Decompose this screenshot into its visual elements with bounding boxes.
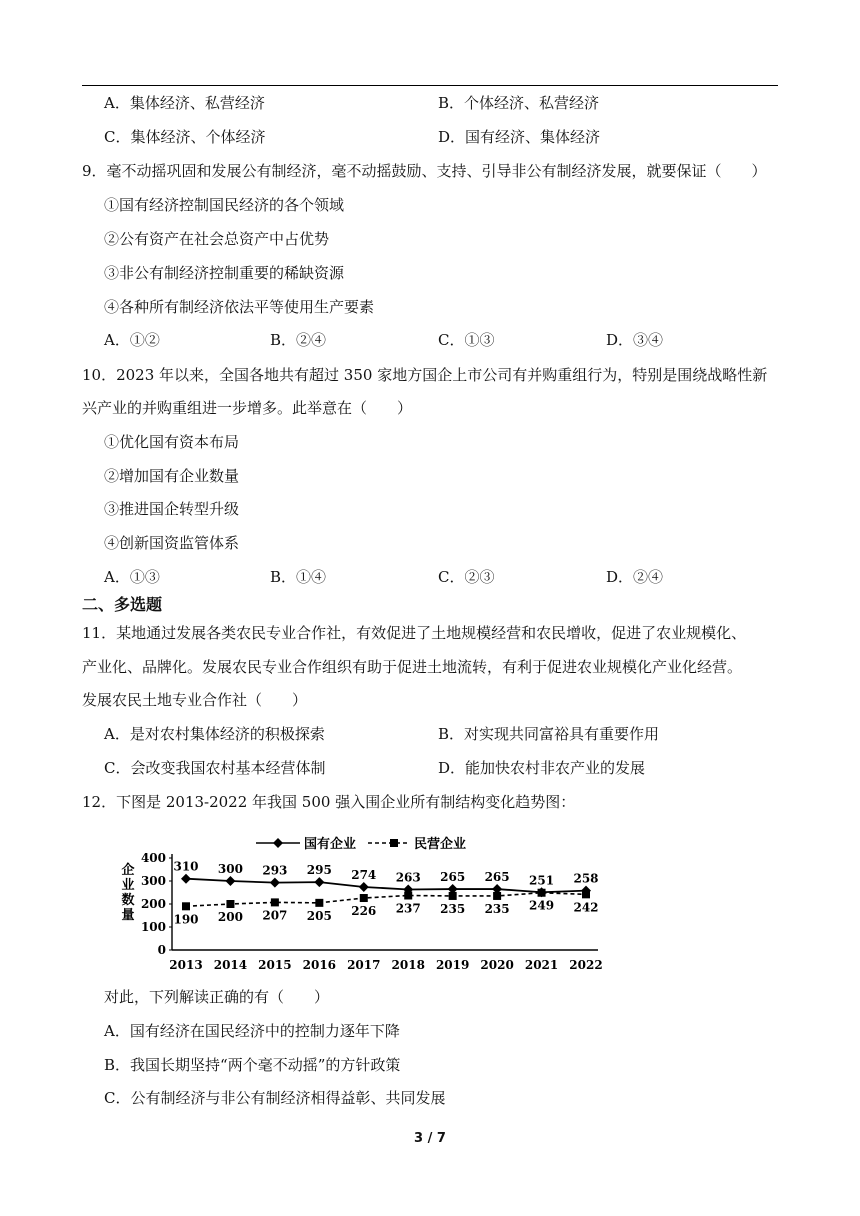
q10-option-c: C．②③ (438, 568, 495, 586)
q11-stem-line2: 产业化、品牌化。发展农民专业合作组织有助于促进土地流转，有利于促进农业规模化产业化经营。 (82, 658, 743, 676)
section-heading: 二、多选题 (82, 595, 163, 614)
legend-label-state: 国有企业 (304, 837, 357, 852)
y-tick-label-100: 100 (140, 920, 166, 934)
q8-option-b: B．个体经济、私营经济 (438, 94, 600, 112)
x-tick-label-2015: 2015 (258, 958, 292, 972)
data-label-state-2020: 265 (484, 870, 510, 885)
data-label-state-2015: 293 (262, 863, 288, 878)
y-tick-label-400: 400 (140, 851, 166, 865)
data-label-state-2013: 310 (173, 859, 199, 874)
data-label-private-2014: 200 (217, 910, 243, 924)
data-label-state-2018: 263 (395, 870, 421, 885)
y-axis-label-char: 量 (121, 908, 135, 923)
q10-option-d: D．②④ (606, 568, 664, 586)
point-private-2013 (182, 902, 190, 910)
q9-item-3: ③非公有制经济控制重要的稀缺资源 (104, 264, 345, 282)
q10-stem-line1: 10．2023 年以来，全国各地共有超过 350 家地方国企上市公司有并购重组行为，特别是围绕战略性新 (82, 366, 768, 384)
q8-option-d: D．国有经济、集体经济 (438, 128, 601, 146)
header-rule (82, 85, 778, 86)
q11-stem-line1: 11．某地通过发展各类农民专业合作社，有效促进了土地规模经营和农民增收，促进了农业规模化、 (82, 624, 747, 642)
data-label-private-2017: 226 (351, 904, 377, 919)
point-state-2015 (270, 878, 280, 888)
q10-item-1: ①优化国有资本布局 (104, 433, 240, 451)
q12-option-b: B．我国长期坚持“两个毫不动摇”的方针政策 (104, 1056, 401, 1074)
q10-item-4: ④创新国资监管体系 (104, 534, 240, 552)
point-private-2015 (271, 898, 279, 906)
q12-stem: 12．下图是 2013-2022 年我国 500 强入围企业所有制结构变化趋势图： (82, 793, 576, 811)
point-state-2017 (359, 882, 369, 892)
q11-option-d: D．能加快农村非农产业的发展 (438, 759, 646, 777)
q10-stem-line2: 兴产业的并购重组进一步增多。此举意在（ ） (82, 399, 413, 417)
data-label-private-2016: 205 (306, 908, 332, 923)
point-private-2021 (538, 889, 546, 897)
page-number: 3 / 7 (414, 1131, 446, 1146)
legend-marker-private (390, 839, 398, 847)
x-tick-label-2018: 2018 (391, 958, 425, 972)
point-state-2013 (181, 874, 191, 884)
data-label-private-2021: 249 (529, 898, 555, 913)
q10-item-3: ③推进国企转型升级 (104, 500, 240, 518)
q12-after-chart: 对此，下列解读正确的有（ ） (104, 988, 330, 1006)
series-line-private (186, 893, 586, 907)
point-private-2014 (226, 900, 234, 908)
data-label-private-2013: 190 (173, 912, 199, 927)
data-label-private-2022: 242 (573, 900, 599, 915)
x-tick-label-2021: 2021 (524, 958, 559, 972)
series-line-state (186, 879, 586, 893)
q9-item-2: ②公有资产在社会总资产中占优势 (104, 230, 330, 248)
data-label-private-2019: 235 (440, 901, 466, 916)
data-label-private-2020: 235 (484, 901, 510, 916)
q11-option-b: B．对实现共同富裕具有重要作用 (438, 725, 660, 743)
y-tick-label-300: 300 (140, 874, 166, 888)
q9-option-a: A．①② (104, 331, 160, 349)
q11-option-a: A．是对农村集体经济的积极探索 (104, 725, 325, 743)
q11-stem-line3: 发展农民土地专业合作社（ ） (82, 691, 308, 709)
y-tick-label-200: 200 (140, 897, 166, 911)
q10-item-2: ②增加国有企业数量 (104, 467, 240, 485)
x-tick-label-2022: 2022 (569, 958, 603, 972)
q10-option-b: B．①④ (270, 568, 327, 586)
data-label-private-2015: 207 (262, 908, 288, 923)
q9-item-4: ④各种所有制经济依法平等使用生产要素 (104, 298, 375, 316)
x-tick-label-2013: 2013 (169, 958, 203, 972)
q12-option-c: C．公有制经济与非公有制经济相得益彰、共同发展 (104, 1089, 446, 1107)
ownership-trend-chart (110, 828, 610, 976)
y-tick-label-0: 0 (157, 943, 166, 957)
y-axis-label-char: 数 (121, 893, 135, 908)
data-label-state-2014: 300 (217, 862, 243, 876)
point-private-2016 (315, 899, 323, 907)
point-private-2017 (360, 894, 368, 902)
q9-stem: 9．毫不动摇巩固和发展公有制经济，毫不动摇鼓励、支持、引导非公有制经济发展，就要保证（ ） (82, 162, 767, 180)
point-state-2014 (225, 876, 235, 886)
q11-option-c: C．会改变我国农村基本经营体制 (104, 759, 326, 777)
q12-option-a: A．国有经济在国民经济中的控制力逐年下降 (104, 1022, 400, 1040)
x-tick-label-2019: 2019 (435, 958, 470, 972)
data-label-state-2022: 258 (573, 871, 599, 886)
q8-option-a: A．集体经济、私营经济 (104, 94, 265, 112)
x-tick-label-2014: 2014 (213, 958, 248, 972)
point-private-2022 (582, 890, 590, 898)
x-tick-label-2020: 2020 (480, 958, 514, 972)
data-label-state-2016: 295 (306, 863, 332, 878)
q9-option-b: B．②④ (270, 331, 327, 349)
data-label-private-2018: 237 (395, 901, 421, 916)
legend-marker-state (273, 838, 283, 848)
point-state-2016 (314, 877, 324, 887)
x-tick-label-2016: 2016 (302, 958, 337, 972)
q9-option-c: C．①③ (438, 331, 495, 349)
y-axis-label-char: 业 (121, 878, 135, 893)
y-axis-label-char: 企 (121, 863, 135, 878)
q9-item-1: ①国有经济控制国民经济的各个领域 (104, 196, 345, 214)
point-private-2018 (404, 891, 412, 899)
q10-option-a: A．①③ (104, 568, 160, 586)
data-label-state-2017: 274 (351, 867, 377, 882)
legend-label-private: 民营企业 (414, 837, 467, 852)
x-tick-label-2017: 2017 (347, 958, 381, 972)
data-label-state-2019: 265 (440, 870, 466, 885)
data-label-state-2021: 251 (529, 873, 555, 888)
point-private-2020 (493, 892, 501, 900)
q8-option-c: C．集体经济、个体经济 (104, 128, 266, 146)
point-private-2019 (449, 892, 457, 900)
q9-option-d: D．③④ (606, 331, 664, 349)
